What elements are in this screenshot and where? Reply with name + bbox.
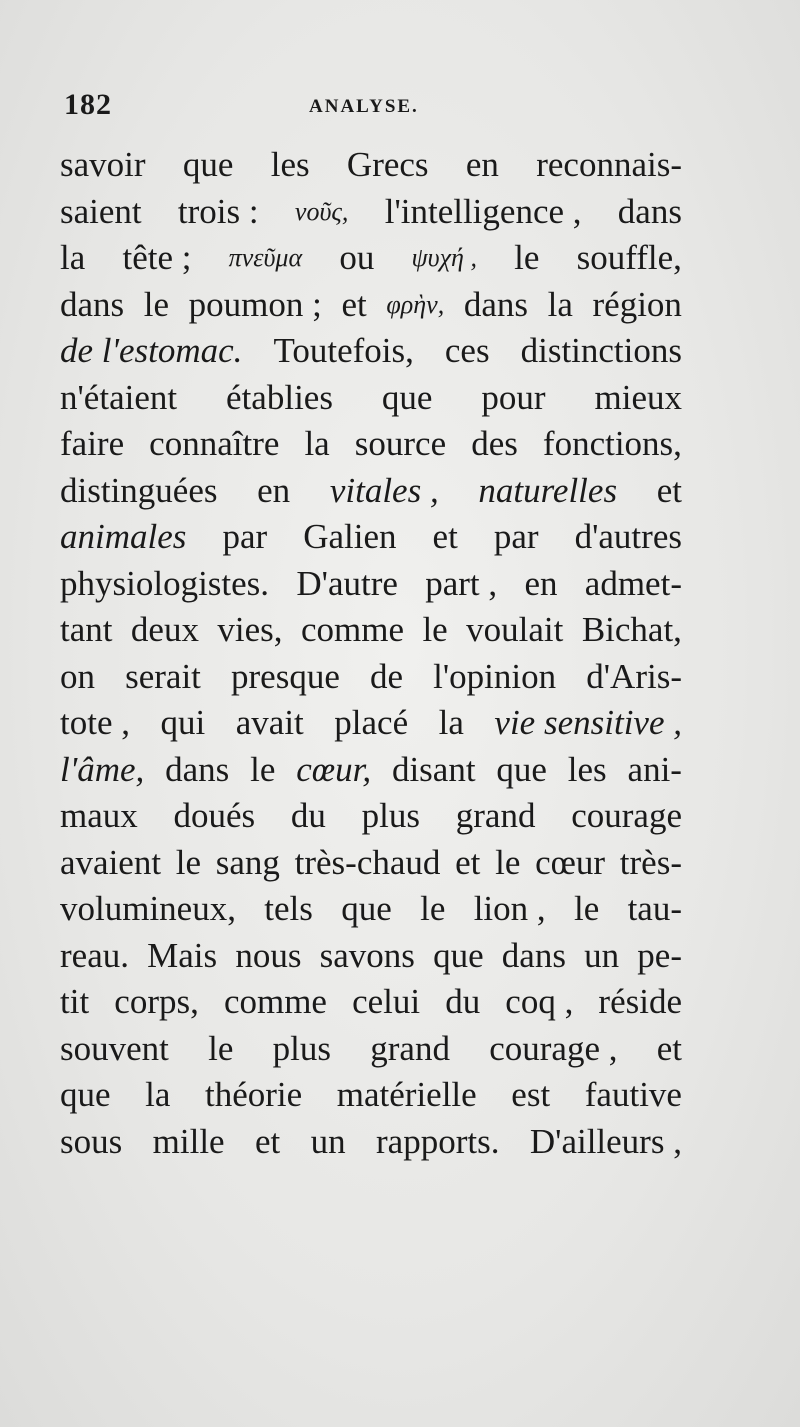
word: un bbox=[310, 1121, 346, 1161]
word: tels bbox=[264, 889, 313, 928]
word: le bbox=[514, 238, 540, 277]
text-line bbox=[60, 1026, 682, 1073]
word: le bbox=[208, 1028, 234, 1068]
word: comme bbox=[223, 982, 327, 1021]
word: vitales , bbox=[329, 470, 439, 510]
text-line bbox=[60, 142, 682, 189]
running-head: ANALYSE. bbox=[309, 96, 419, 117]
text-line bbox=[60, 933, 682, 980]
word: tote , bbox=[60, 703, 130, 742]
word: dans bbox=[60, 284, 125, 324]
word: vies, bbox=[217, 610, 283, 649]
text-line bbox=[60, 561, 682, 608]
word: que bbox=[496, 749, 547, 789]
word: et bbox=[254, 1121, 281, 1161]
word: de bbox=[369, 656, 404, 696]
word: dans bbox=[165, 749, 230, 789]
word: est bbox=[511, 1075, 551, 1114]
word: ani- bbox=[627, 749, 682, 789]
word: vie sensitive , bbox=[494, 703, 682, 742]
page-number: 182 bbox=[64, 88, 112, 121]
word: les bbox=[270, 145, 310, 184]
word: des bbox=[471, 424, 518, 463]
word: connaître bbox=[149, 424, 280, 463]
word: sang bbox=[215, 842, 280, 882]
word: en bbox=[524, 563, 558, 603]
word: nous bbox=[235, 935, 302, 975]
text-line bbox=[60, 514, 682, 561]
word: maux bbox=[60, 796, 138, 835]
word: un bbox=[584, 935, 620, 975]
word: plus bbox=[272, 1028, 332, 1068]
word: avait bbox=[235, 703, 304, 742]
word: placé bbox=[334, 703, 409, 742]
word: le bbox=[420, 889, 446, 928]
word: reau. bbox=[60, 935, 129, 975]
word: physiologistes. bbox=[60, 563, 270, 603]
word: part , bbox=[425, 563, 498, 603]
word: que bbox=[341, 889, 392, 928]
word: l'intelligence , bbox=[384, 191, 582, 231]
word: Bichat, bbox=[581, 610, 682, 649]
word: souvent bbox=[60, 1028, 169, 1068]
word: doués bbox=[173, 796, 256, 835]
word: grand bbox=[455, 796, 536, 835]
word: tête ; bbox=[122, 238, 192, 277]
word: du bbox=[445, 982, 481, 1021]
word: d'autres bbox=[574, 517, 682, 556]
word: que bbox=[433, 935, 484, 975]
word: et bbox=[432, 517, 458, 556]
word: admet- bbox=[584, 563, 682, 603]
word: distinguées bbox=[60, 470, 218, 510]
word: le bbox=[573, 889, 600, 928]
word: la bbox=[145, 1075, 171, 1114]
word: ou bbox=[339, 238, 375, 277]
word: cœur, bbox=[296, 749, 372, 789]
word: corps, bbox=[114, 982, 199, 1021]
word: pour bbox=[481, 377, 546, 417]
word: tit bbox=[60, 982, 90, 1021]
text-line bbox=[60, 375, 682, 422]
word: deux bbox=[130, 610, 199, 649]
text-line bbox=[60, 468, 682, 515]
word: n'étaient bbox=[60, 377, 178, 417]
word: ψυχή , bbox=[411, 243, 477, 272]
word: savoir bbox=[60, 145, 146, 184]
word: très- bbox=[619, 842, 682, 882]
word: le bbox=[143, 284, 170, 324]
word: volumineux, bbox=[60, 889, 236, 928]
text-line bbox=[60, 793, 682, 840]
word: que bbox=[182, 145, 234, 184]
text-line bbox=[60, 747, 682, 794]
word: on bbox=[60, 656, 95, 696]
word: établies bbox=[226, 377, 333, 417]
word: tau- bbox=[627, 889, 682, 928]
word: souffle, bbox=[576, 238, 682, 277]
word: celui bbox=[352, 982, 421, 1021]
word: πνεῦμα bbox=[228, 243, 303, 272]
word: saient bbox=[60, 191, 142, 231]
text-line bbox=[60, 282, 682, 329]
word: plus bbox=[361, 796, 421, 835]
word: mieux bbox=[594, 377, 682, 417]
word: sous bbox=[60, 1121, 123, 1161]
word: le bbox=[175, 842, 202, 882]
text-line bbox=[60, 189, 682, 236]
text-line bbox=[60, 979, 682, 1026]
word: trois : bbox=[177, 191, 259, 231]
word: dans bbox=[617, 191, 682, 231]
word: fonctions, bbox=[542, 424, 682, 463]
word: la bbox=[304, 424, 330, 463]
word: le bbox=[495, 842, 521, 882]
word: d'Aris- bbox=[586, 656, 682, 696]
word: avaient bbox=[60, 842, 162, 882]
word: que bbox=[60, 1075, 111, 1114]
word: disant bbox=[391, 749, 476, 789]
word: voulait bbox=[466, 610, 564, 649]
word: φρὴν, bbox=[386, 289, 445, 319]
word: savons bbox=[319, 935, 415, 975]
word: par bbox=[222, 517, 268, 556]
word: grand bbox=[370, 1028, 450, 1068]
word: naturelles bbox=[478, 470, 618, 510]
word: la bbox=[438, 703, 464, 742]
word: la bbox=[60, 238, 86, 277]
word: Toutefois, bbox=[273, 331, 414, 370]
word: que bbox=[381, 377, 433, 417]
word: du bbox=[290, 796, 326, 835]
word: comme bbox=[300, 610, 405, 649]
word: Mais bbox=[147, 935, 218, 975]
text-line bbox=[60, 654, 682, 701]
word: D'autre bbox=[296, 563, 398, 603]
word: presque bbox=[231, 656, 340, 696]
word: en bbox=[465, 145, 499, 184]
text-line bbox=[60, 607, 682, 654]
text-line bbox=[60, 421, 682, 468]
text-line bbox=[60, 840, 682, 887]
text-line bbox=[60, 886, 682, 933]
word: pe- bbox=[637, 935, 682, 975]
word: dans bbox=[463, 284, 528, 324]
word: par bbox=[493, 517, 539, 556]
word: et bbox=[656, 470, 682, 510]
word: poumon ; bbox=[188, 284, 322, 324]
word: courage , bbox=[489, 1028, 618, 1068]
text-line bbox=[60, 328, 682, 375]
word: et bbox=[656, 1028, 682, 1068]
word: faire bbox=[60, 424, 125, 463]
word: rapports. bbox=[376, 1121, 500, 1161]
text-line bbox=[60, 1119, 682, 1166]
word: animales bbox=[60, 517, 187, 556]
word: mille bbox=[152, 1121, 225, 1161]
word: reconnais- bbox=[536, 145, 682, 184]
word: réside bbox=[598, 982, 682, 1021]
word: qui bbox=[160, 703, 206, 742]
word: νοῦς, bbox=[294, 196, 349, 226]
word: distinctions bbox=[520, 331, 682, 370]
word: la bbox=[547, 284, 573, 324]
word: coq , bbox=[505, 982, 574, 1021]
word: courage bbox=[571, 796, 682, 835]
word: source bbox=[354, 424, 447, 463]
word: les bbox=[567, 749, 607, 789]
word: de l'estomac. bbox=[60, 331, 243, 370]
word: et bbox=[455, 842, 481, 882]
page-header bbox=[64, 88, 684, 128]
word: et bbox=[341, 284, 367, 324]
word: l'opinion bbox=[433, 656, 557, 696]
word: Galien bbox=[303, 517, 397, 556]
word: l'âme, bbox=[60, 749, 145, 789]
body-text bbox=[60, 142, 682, 1165]
word: le bbox=[422, 610, 448, 649]
word: serait bbox=[125, 656, 201, 696]
word: région bbox=[592, 284, 682, 324]
text-line bbox=[60, 700, 682, 747]
word: Grecs bbox=[346, 145, 429, 184]
word: cœur bbox=[535, 842, 606, 882]
word: très-chaud bbox=[294, 842, 441, 882]
word: en bbox=[257, 470, 291, 510]
word: dans bbox=[501, 935, 566, 975]
word: D'ailleurs , bbox=[529, 1121, 682, 1161]
text-line bbox=[60, 1072, 682, 1119]
word: tant bbox=[60, 610, 113, 649]
text-line bbox=[60, 235, 682, 282]
word: ces bbox=[444, 331, 490, 370]
word: le bbox=[250, 749, 276, 789]
word: lion , bbox=[473, 889, 546, 928]
word: théorie bbox=[205, 1075, 303, 1114]
word: fautive bbox=[584, 1075, 682, 1114]
word: matérielle bbox=[336, 1075, 477, 1114]
